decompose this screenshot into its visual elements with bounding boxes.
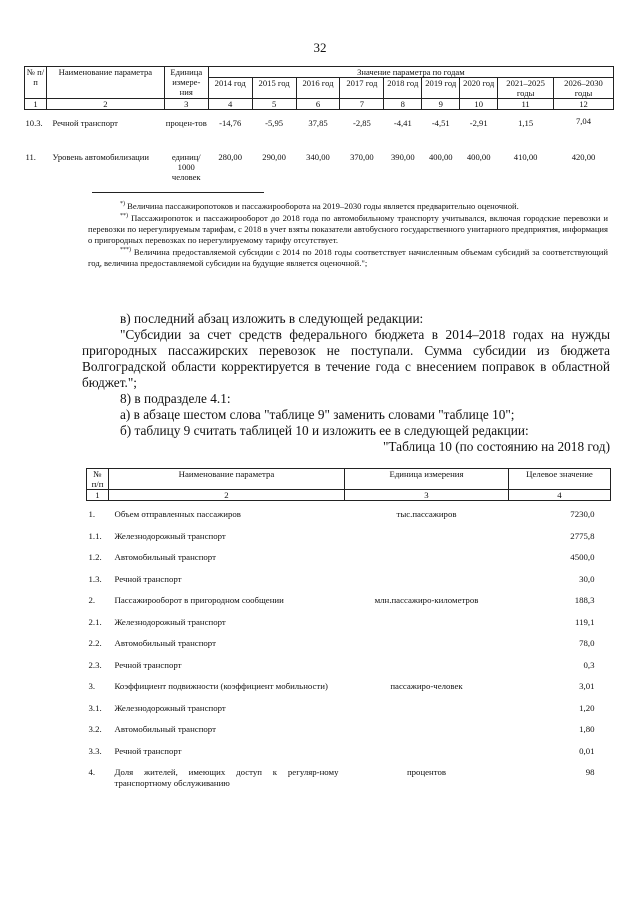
footnote — [88, 199, 608, 211]
header-year: 2026–2030 годы — [554, 78, 614, 99]
table-row — [87, 501, 611, 523]
row-value: 0,01 — [579, 745, 595, 756]
row-num: 1.3. — [88, 573, 102, 584]
row-name: Автомобильный транспорт — [114, 552, 216, 562]
row-value: 98 — [585, 767, 595, 777]
row-name: Коэффициент подвижности (коэффициент мобильности) — [114, 681, 328, 691]
body-text — [82, 311, 610, 455]
row-unit: пассажиро-человек — [390, 681, 463, 691]
col-number: 4 — [208, 99, 252, 110]
col-number: 12 — [554, 99, 614, 110]
table-row — [87, 523, 611, 545]
row-name: Автомобильный транспорт — [114, 638, 216, 648]
row-unit — [345, 544, 509, 566]
row-value: 290,00 — [262, 152, 286, 162]
row-name: Доля жителей, имеющих доступ к регуляр-ному транспортному обслуживанию — [114, 767, 339, 788]
header-year: 2021–2025 годы — [498, 78, 554, 99]
header-year: 2018 год — [384, 78, 422, 99]
row-name: Железнодорожный транспорт — [114, 530, 226, 541]
row-name: Железнодорожный транспорт — [114, 702, 226, 713]
row-value: 7,04 — [575, 116, 592, 126]
column-numbers-row — [87, 490, 611, 501]
row-value: -2,91 — [469, 118, 488, 128]
row-value: 78,0 — [579, 638, 595, 648]
paragraph: б) таблицу 9 считать таблицей 10 и изложить ее в следующей редакции: — [120, 423, 529, 438]
row-value: 400,00 — [428, 152, 453, 162]
target-values-table — [86, 468, 611, 791]
row-num: 1. — [88, 509, 96, 519]
paragraph: "Субсидии за счет средств федерального бюджета в 2014–2018 годах на нужды пригородных пассажирских перевозок не поступали. Сумма субсидии из бюджета Волгоградской области корректируется в течение года с внесением поправок в областной бюджет."; — [82, 327, 610, 390]
row-value: 4500,0 — [570, 552, 595, 562]
row-value: 1,80 — [579, 724, 595, 734]
table-row — [87, 716, 611, 738]
col-number: 11 — [498, 99, 554, 110]
footnote-mark: **) — [120, 213, 128, 220]
row-unit: процен-тов — [165, 118, 207, 128]
row-unit — [345, 609, 509, 631]
header-unit: Единица измерения — [345, 469, 509, 490]
header-year: 2019 год — [422, 78, 460, 99]
page-number: 32 — [313, 40, 327, 55]
footnote-text: Пассажиропоток и пассажирооборот до 2018 года по автомобильному транспорту учитывался, включая городские перевозки и перевозки по нерегулируемым тарифам, с 2018 в учет взяты показатели автобусного государственного унитарного предприятия, информация о пригородных перевозках по нерегулируемому тарифу отсутствует. — [88, 213, 608, 245]
row-value: 30,0 — [579, 573, 595, 584]
col-number: 7 — [340, 99, 384, 110]
row-num: 3.3. — [88, 745, 102, 756]
table-row — [87, 609, 611, 631]
row-value: 420,00 — [571, 152, 596, 162]
header-name: Наименование параметра — [109, 469, 345, 490]
table-row — [87, 738, 611, 760]
col-number: 10 — [460, 99, 498, 110]
row-name: Пассажирооборот в пригородном сообщении — [114, 595, 284, 605]
row-num: 10.3. — [25, 118, 43, 128]
col-number: 4 — [509, 490, 611, 501]
footnotes — [88, 199, 608, 268]
row-unit — [345, 738, 509, 760]
row-value: 0,3 — [583, 659, 595, 670]
parameters-by-year-table — [24, 66, 614, 182]
row-unit: единиц/ 1000 человек — [171, 152, 201, 182]
row-num: 3.2. — [88, 724, 102, 734]
row-unit: процентов — [406, 767, 447, 777]
col-number: 1 — [25, 99, 47, 110]
col-number: 3 — [345, 490, 509, 501]
row-name: Уровень автомобилизации — [52, 152, 149, 162]
footnote — [88, 245, 608, 268]
footnote-text: Величина пассажиропотоков и пассажирооборота на 2019–2030 годы является предварительно оценочной. — [125, 200, 519, 211]
header-num: № п/п — [87, 469, 109, 490]
row-value: -2,85 — [352, 118, 371, 128]
table-row — [87, 652, 611, 674]
row-value: 400,00 — [466, 152, 491, 162]
row-unit: тыс.пассажиров — [396, 509, 457, 519]
footnote — [88, 211, 608, 245]
row-num: 1.1. — [88, 530, 102, 541]
row-value: 410,00 — [513, 152, 538, 162]
row-name: Объем отправленных пассажиров — [114, 509, 241, 519]
row-num: 1.2. — [88, 552, 102, 562]
header-unit: Единица измере-ния — [164, 67, 208, 99]
row-num: 4. — [88, 767, 96, 777]
row-value: 1,20 — [579, 702, 595, 713]
row-value: 188,3 — [574, 595, 595, 605]
row-value: 3,01 — [579, 681, 595, 691]
row-unit — [345, 652, 509, 674]
column-numbers-row — [25, 99, 614, 110]
table-row — [25, 110, 614, 151]
row-value: 1,15 — [518, 118, 534, 128]
col-number: 6 — [296, 99, 340, 110]
paragraph: 8) в подразделе 4.1: — [120, 391, 231, 406]
row-value: -4,41 — [393, 118, 412, 128]
row-unit: млн.пассажиро-километров — [374, 595, 479, 605]
row-unit — [345, 695, 509, 717]
col-number: 2 — [46, 99, 164, 110]
row-unit — [345, 630, 509, 652]
header-num: № п/п — [25, 67, 47, 99]
header-year: 2016 год — [296, 78, 340, 99]
row-value: -14,76 — [219, 118, 242, 128]
col-number: 5 — [252, 99, 296, 110]
table-row — [25, 150, 614, 182]
header-name: Наименование параметра — [46, 67, 164, 99]
paragraph: а) в абзаце шестом слова "таблице 9" заменить словами "таблице 10"; — [120, 407, 515, 422]
row-num: 3.1. — [88, 702, 102, 713]
col-number: 9 — [422, 99, 460, 110]
row-value: 340,00 — [306, 152, 330, 162]
row-name: Железнодорожный транспорт — [114, 616, 226, 627]
table-row — [87, 544, 611, 566]
row-unit — [345, 716, 509, 738]
footnote-separator — [92, 192, 264, 193]
header-target: Целевое значение — [509, 469, 611, 490]
footnote-text: Величина предоставляемой субсидии с 2014 по 2018 годы соответствует начисленным объемам субсидий за соответствующий год, величина предоставляемой субсидии на будущие является оценочной."; — [88, 246, 608, 268]
table-caption: "Таблица 10 (по состоянию на 2018 год) — [382, 439, 610, 454]
col-number: 8 — [384, 99, 422, 110]
row-num: 2.3. — [88, 659, 102, 670]
row-name: Речной транспорт — [52, 118, 118, 128]
row-name: Речной транспорт — [114, 659, 182, 670]
col-number: 3 — [164, 99, 208, 110]
table-row — [87, 759, 611, 791]
table-row — [87, 630, 611, 652]
row-name: Речной транспорт — [114, 573, 182, 584]
table-row — [87, 695, 611, 717]
header-values-by-year: Значение параметра по годам — [208, 67, 613, 78]
row-name: Автомобильный транспорт — [114, 724, 216, 734]
row-unit — [345, 523, 509, 545]
row-value: -4,51 — [431, 118, 450, 128]
row-name: Речной транспорт — [114, 745, 182, 756]
row-value: 370,00 — [350, 152, 374, 162]
row-value: 390,00 — [391, 152, 415, 162]
row-num: 2.2. — [88, 638, 102, 648]
row-value: 37,85 — [308, 118, 328, 128]
col-number: 2 — [109, 490, 345, 501]
row-value: 119,1 — [575, 616, 595, 627]
header-year: 2017 год — [340, 78, 384, 99]
row-num: 2.1. — [88, 616, 102, 627]
footnote-mark: ***) — [120, 247, 131, 254]
table-row — [87, 566, 611, 588]
header-year: 2014 год — [208, 78, 252, 99]
row-num: 2. — [88, 595, 96, 605]
table-row — [87, 587, 611, 609]
table-row — [87, 673, 611, 695]
header-year: 2015 год — [252, 78, 296, 99]
footnote-mark: *) — [120, 201, 125, 207]
row-num: 3. — [88, 681, 96, 691]
col-number: 1 — [87, 490, 109, 501]
row-unit — [345, 566, 509, 588]
row-value: 280,00 — [218, 152, 242, 162]
header-year: 2020 год — [460, 78, 498, 99]
row-value: -5,95 — [265, 118, 284, 128]
paragraph: в) последний абзац изложить в следующей редакции: — [120, 311, 424, 326]
row-value: 2775,8 — [570, 530, 595, 541]
row-num: 11. — [25, 152, 36, 162]
row-value: 7230,0 — [570, 509, 595, 519]
